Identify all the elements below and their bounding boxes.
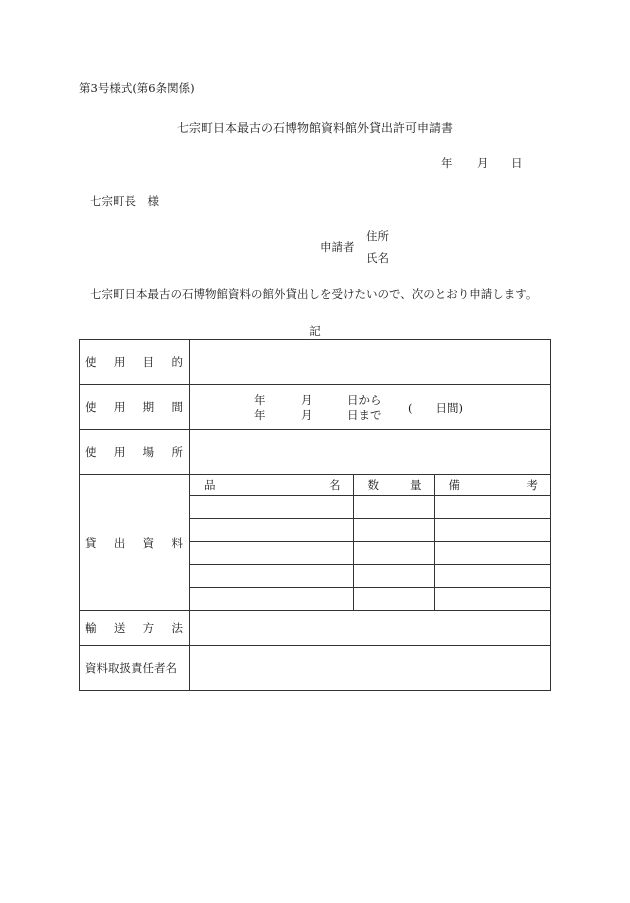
date-month: 月 [477,156,489,170]
responsible-person-field[interactable] [190,646,551,691]
date-year: 年 [441,156,453,170]
period-field[interactable] [190,385,551,430]
materials-table [190,475,550,610]
ki-heading: 記 [309,324,321,338]
row-period [80,385,551,430]
remarks-cell[interactable] [434,588,550,611]
period-from-month: 月 [301,393,313,407]
item-name-cell[interactable] [190,519,353,542]
application-statement: 七宗町日本最古の石博物館資料の館外貸出しを受けたいので、次のとおり申請します。 [90,287,538,301]
row-transport-method [80,611,551,646]
label-purpose: 使 用 目 的 [80,340,190,385]
period-days: ( 日間) [408,401,463,415]
label-period: 使 用 期 間 [80,385,190,430]
row-place [80,430,551,475]
label-transport-method: 輸 送 方 法 [80,611,190,646]
materials-header-row [190,475,550,496]
materials-row [190,519,550,542]
period-to-year: 年 [254,408,266,422]
remarks-cell[interactable] [434,496,550,519]
materials-field [190,475,551,611]
remarks-cell[interactable] [434,565,550,588]
purpose-field[interactable] [190,340,551,385]
item-name-cell[interactable] [190,565,353,588]
materials-row [190,588,550,611]
header-remarks: 備 考 [434,475,550,496]
header-quantity: 数 量 [353,475,434,496]
label-materials: 貸 出 資 料 [80,475,190,611]
item-name-cell[interactable] [190,588,353,611]
period-to-day: 日まで [347,408,382,422]
form-number: 第3号様式(第6条関係) [79,81,195,95]
applicant-name-label: 氏名 [366,251,389,265]
quantity-cell[interactable] [353,588,434,611]
period-from-day: 日から [347,393,382,407]
materials-row [190,542,550,565]
applicant-label: 申請者 [320,240,355,254]
header-item-name: 品 名 [190,475,353,496]
document-title: 七宗町日本最古の石博物館資料館外貸出許可申請書 [176,121,453,135]
period-from-year: 年 [254,393,266,407]
materials-row [190,565,550,588]
place-field[interactable] [190,430,551,475]
addressee: 七宗町長 様 [90,194,159,208]
row-responsible-person [80,646,551,691]
application-table [79,339,551,691]
quantity-cell[interactable] [353,565,434,588]
label-place: 使 用 場 所 [80,430,190,475]
label-responsible-person: 資料取扱責任者名 [80,646,190,691]
item-name-cell[interactable] [190,542,353,565]
applicant-address-label: 住所 [366,229,389,243]
row-purpose [80,340,551,385]
quantity-cell[interactable] [353,519,434,542]
quantity-cell[interactable] [353,542,434,565]
row-materials [80,475,551,611]
remarks-cell[interactable] [434,519,550,542]
remarks-cell[interactable] [434,542,550,565]
materials-row [190,496,550,519]
quantity-cell[interactable] [353,496,434,519]
transport-method-field[interactable] [190,611,551,646]
period-to-month: 月 [301,408,313,422]
item-name-cell[interactable] [190,496,353,519]
date-day: 日 [511,156,523,170]
